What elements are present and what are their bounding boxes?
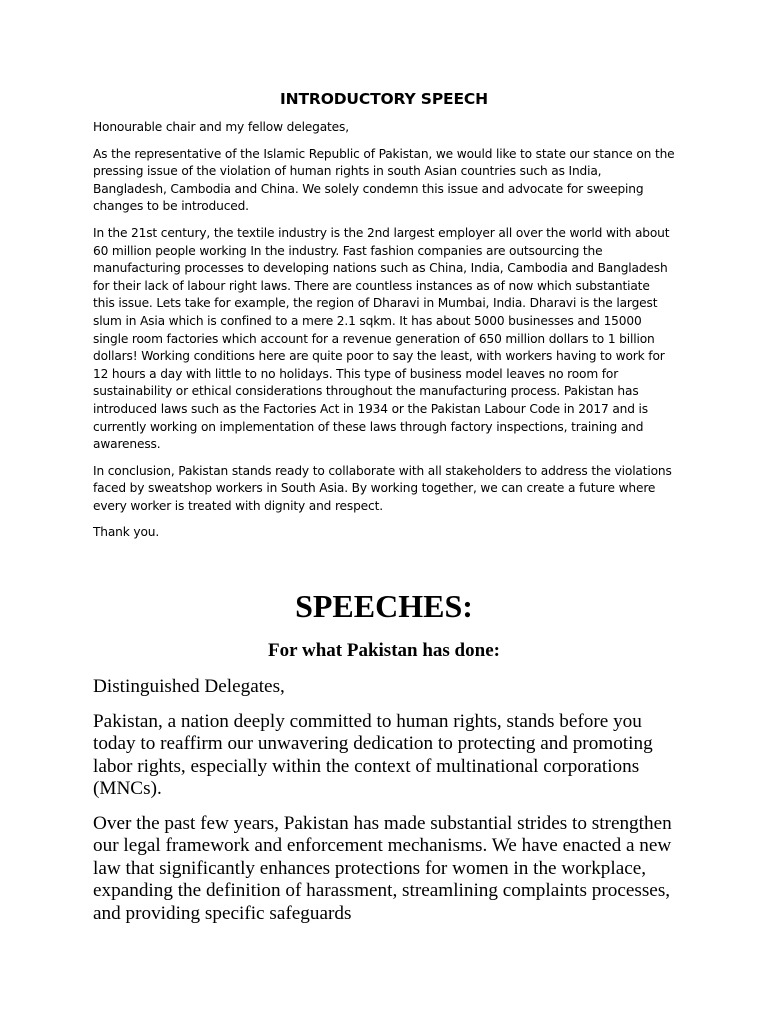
speech-salutation: Distinguished Delegates, [93, 676, 285, 698]
intro-paragraph-conclusion: In conclusion, Pakistan stands ready to collaborate with all stakeholders to address the violations faced by sweatshop workers in South Asia. By working together, we can create a future where every worker is treated with dignity and respect. [93, 463, 672, 513]
speech-paragraph-legal-framework: Over the past few years, Pakistan has made substantial strides to strengthen our legal framework and enforcement mechanisms. We have enacted a new law that significantly enhances protections for women in the workplace, expanding the definition of harassment, streamlining complaints processes, and providing specific safeguards [93, 812, 672, 924]
introductory-speech-title: INTRODUCTORY SPEECH [280, 90, 488, 108]
speeches-section [93, 586, 675, 925]
intro-paragraph-stance: As the representative of the Islamic Republic of Pakistan, we would like to state our stance on the pressing issue of the violation of human rights in south Asian countries such as India, Bangladesh, Cambodia and China. We solely condemn this issue and advocate for sweeping changes to be introduced. [93, 146, 675, 214]
intro-salutation: Honourable chair and my fellow delegates, [93, 120, 349, 134]
intro-paragraph-textile-industry: In the 21st century, the textile industry is the 2nd largest employer all over the world with about 60 million people working In the industry. Fast fashion companies are outsourcing the manufacturing processes to developing nations such as China, India, Cambodia and Bangladesh for their lack of labour right laws. There are countless instances as of now which substantiate this issue. Lets take for example, the region of Dharavi in Mumbai, India. Dharavi is the largest slum in Asia which is confined to a mere 2.1 sqkm. It has about 5000 businesses and 15000 single room factories which account for a revenue generation of 650 million dollars to 1 billion dollars! Working conditions here are quite poor to say the least, with workers having to work for 12 hours a day with little to no holidays. This type of business model leaves no room for sustainability or ethical considerations throughout the manufacturing process. Pakistan has introduced laws such as the Factories Act in 1934 or the Pakistan Labour Code in 2017 and is currently working on implementation of these laws through factory inspections, training and awareness. [93, 225, 670, 452]
speeches-subheading: For what Pakistan has done: [268, 640, 500, 662]
introductory-speech-section [93, 88, 675, 542]
speech-paragraph-commitment: Pakistan, a nation deeply committed to human rights, stands before you today to reaffirm our unwavering dedication to protecting and promoting labor rights, especially within the context of multinational corporations (MNCs). [93, 710, 653, 800]
speeches-heading: SPEECHES: [295, 588, 473, 625]
intro-thank-you: Thank you. [93, 525, 160, 540]
